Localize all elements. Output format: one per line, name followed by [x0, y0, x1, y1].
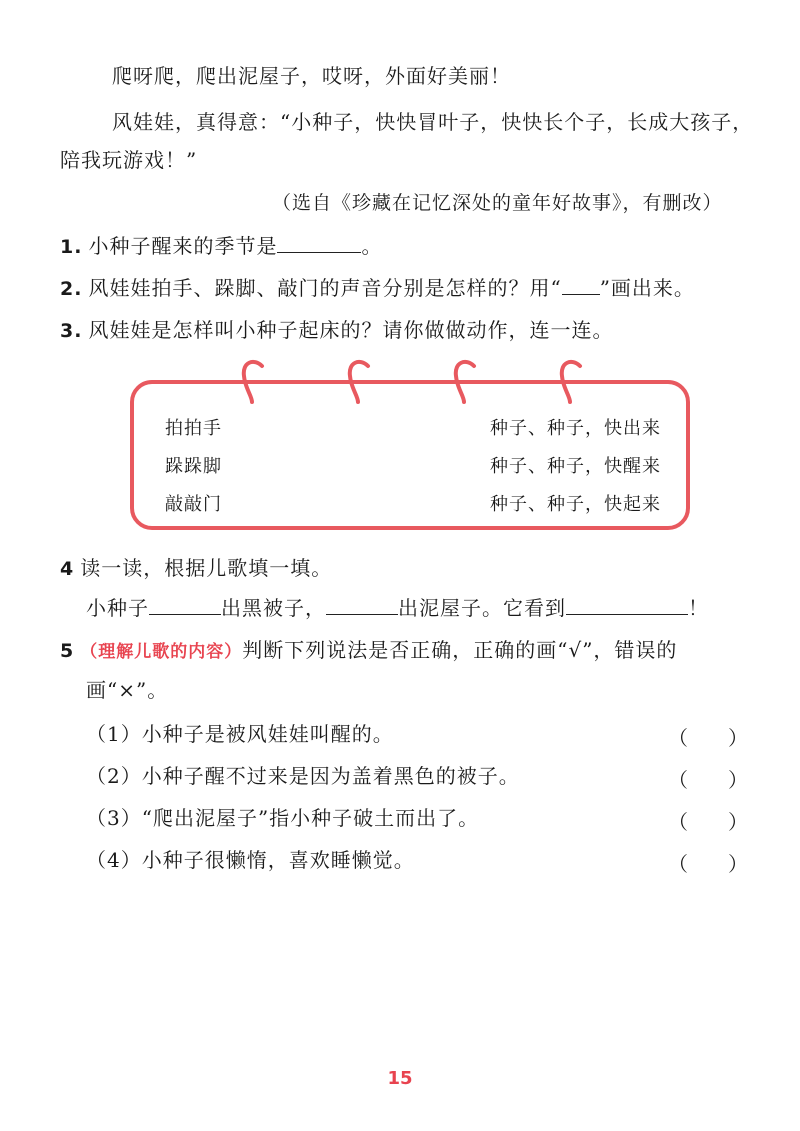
- passage-line-3: 陪我玩游戏！”: [60, 148, 198, 172]
- question-3-text: 风娃娃是怎样叫小种子起床的？请你做做动作，连一连。: [88, 318, 614, 342]
- question-1-end: 。: [361, 234, 383, 258]
- question-5-text: 判断下列说法是否正确，正确的画“√”，错误的: [242, 638, 678, 662]
- fill-text-end: ！: [688, 596, 709, 620]
- statement-item: （2）小种子醒不过来是因为盖着黑色的被子。: [86, 764, 520, 788]
- answer-paren[interactable]: （ ）: [668, 768, 748, 792]
- statement-item: （4）小种子很懒惰，喜欢睡懒觉。: [86, 848, 415, 872]
- match-left-item[interactable]: 拍拍手: [165, 418, 222, 439]
- statement-item: （3）“爬出泥屋子”指小种子破土而出了。: [86, 806, 480, 830]
- question-4-text: 读一读，根据儿歌填一填。: [80, 556, 333, 580]
- question-4: [60, 556, 332, 581]
- statement-item: （1）小种子是被风娃娃叫醒的。: [86, 722, 394, 746]
- question-2-number: 2.: [60, 278, 83, 300]
- match-left-item[interactable]: 敲敲门: [165, 494, 222, 515]
- answer-blank-verb-2[interactable]: [326, 596, 398, 615]
- question-5-number: 5: [60, 640, 75, 662]
- match-left-item[interactable]: 跺跺脚: [165, 456, 222, 477]
- underline-sample: [562, 276, 600, 295]
- answer-paren[interactable]: （ ）: [668, 810, 748, 834]
- ring-binding-icon: [240, 358, 266, 404]
- passage-source: （选自《珍藏在记忆深处的童年好故事》，有删改）: [272, 192, 723, 214]
- ring-binding-icon: [558, 358, 584, 404]
- question-3-number: 3.: [60, 320, 83, 342]
- question-1-number: 1.: [60, 236, 83, 258]
- match-right-item[interactable]: 种子、种子，快起来: [490, 494, 661, 515]
- question-1: [60, 234, 382, 259]
- question-2-text-b: ”画出来。: [599, 276, 695, 300]
- match-right-item[interactable]: 种子、种子，快醒来: [490, 456, 661, 477]
- question-4-fill-line: [86, 596, 709, 620]
- page-number: 15: [387, 1068, 413, 1089]
- ring-binding-icon: [346, 358, 372, 404]
- question-3: [60, 318, 613, 343]
- question-2-text-a: 风娃娃拍手、跺脚、敲门的声音分别是怎样的？用“: [88, 276, 562, 300]
- fill-text-c: 出泥屋子。它看到: [398, 596, 566, 620]
- passage-line-1: 爬呀爬，爬出泥屋子，哎呀，外面好美丽！: [112, 64, 511, 88]
- answer-blank-sees[interactable]: [566, 596, 688, 615]
- question-2: [60, 276, 695, 301]
- match-right-item[interactable]: 种子、种子，快出来: [490, 418, 661, 439]
- fill-text-a: 小种子: [86, 596, 149, 620]
- ring-binding-icon: [452, 358, 478, 404]
- answer-blank-verb-1[interactable]: [149, 596, 221, 615]
- question-5-text-cont: 画“×”。: [86, 678, 169, 702]
- answer-blank-season[interactable]: [277, 234, 361, 253]
- question-5: [60, 638, 677, 663]
- question-4-number: 4: [60, 558, 75, 580]
- question-1-text: 小种子醒来的季节是: [88, 234, 278, 258]
- passage-line-2: 风娃娃，真得意：“小种子，快快冒叶子，快快长个子，长成大孩子，: [112, 110, 754, 134]
- skill-tag: （理解儿歌的内容）: [80, 642, 243, 662]
- answer-paren[interactable]: （ ）: [668, 852, 748, 876]
- fill-text-b: 出黑被子，: [221, 596, 326, 620]
- answer-paren[interactable]: （ ）: [668, 726, 748, 750]
